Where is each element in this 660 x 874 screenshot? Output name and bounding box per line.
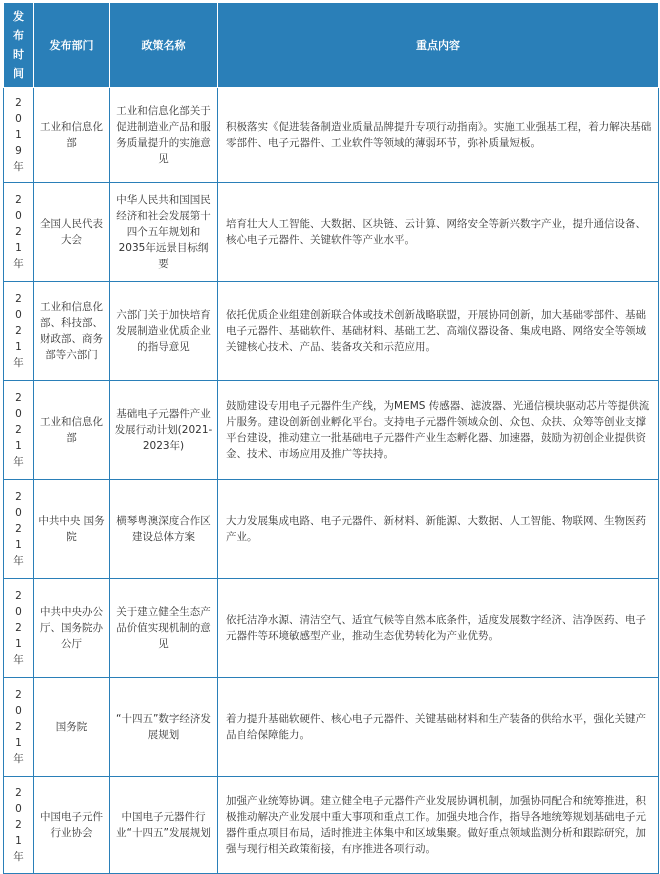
cell-year: 2 0 2 1 年 (4, 183, 34, 282)
cell-dept: 工业和信息化部 (34, 88, 110, 183)
cell-year: 2 0 2 1 年 (4, 777, 34, 874)
table-row (4, 579, 659, 678)
table-row (4, 282, 659, 381)
table-header-row (4, 3, 659, 88)
header-time: 发 布 时 间 (4, 3, 34, 88)
cell-content: 着力提升基础软硬件、核心电子元器件、关键基础材料和生产装备的供给水平，强化关键产品自给保障能力。 (218, 678, 659, 777)
table-row (4, 381, 659, 480)
cell-dept: 中国电子元件行业协会 (34, 777, 110, 874)
header-content: 重点内容 (218, 3, 659, 88)
cell-content: 培育壮大人工智能、大数据、区块链、云计算、网络安全等新兴数字产业，提升通信设备、核心电子元器件、关键软件等产业水平。 (218, 183, 659, 282)
cell-policy-name: “十四五”数字经济发展规划 (110, 678, 218, 777)
table-row (4, 678, 659, 777)
cell-content: 积极落实《促进装备制造业质量品牌提升专项行动指南》。实施工业强基工程，着力解决基础零部件、电子元器件、工业软件等领域的薄弱环节，弥补质量短板。 (218, 88, 659, 183)
cell-content: 加强产业统筹协调。建立健全电子元器件产业发展协调机制，加强协同配合和统筹推进，积极推动解决产业发展中重大事项和重点工作。加强央地合作，指导各地统筹规划基础电子元器件重点项目布局，适时推进主体集中和区域集聚。做好重点领域监测分析和跟踪研究，加强与现行相关政策衔接，有序推进各项行动。 (218, 777, 659, 874)
cell-year: 2 0 2 1 年 (4, 579, 34, 678)
table-row (4, 777, 659, 874)
cell-dept: 全国人民代表大会 (34, 183, 110, 282)
cell-dept: 中共中央办公厅、国务院办公厅 (34, 579, 110, 678)
cell-year: 2 0 2 1 年 (4, 480, 34, 579)
cell-content: 大力发展集成电路、电子元器件、新材料、新能源、大数据、人工智能、物联网、生物医药产业。 (218, 480, 659, 579)
cell-policy-name: 关于建立健全生态产品价值实现机制的意见 (110, 579, 218, 678)
cell-year: 2 0 2 1 年 (4, 282, 34, 381)
cell-policy-name: 中国电子元器件行业“十四五”发展规划 (110, 777, 218, 874)
cell-year: 2 0 2 1 年 (4, 678, 34, 777)
table-row (4, 88, 659, 183)
policy-table (3, 2, 659, 874)
cell-content: 依托洁净水源、清洁空气、适宜气候等自然本底条件，适度发展数字经济、洁净医药、电子元器件等环境敏感型产业，推动生态优势转化为产业优势。 (218, 579, 659, 678)
cell-dept: 工业和信息化部、科技部、财政部、商务部等六部门 (34, 282, 110, 381)
cell-policy-name: 横琴粤澳深度合作区建设总体方案 (110, 480, 218, 579)
table-row (4, 183, 659, 282)
table-row (4, 480, 659, 579)
header-dept: 发布部门 (34, 3, 110, 88)
cell-policy-name: 基础电子元器件产业发展行动计划(2021-2023年) (110, 381, 218, 480)
cell-year: 2 0 1 9 年 (4, 88, 34, 183)
cell-policy-name: 中华人民共和国国民经济和社会发展第十四个五年规划和2035年远景目标纲要 (110, 183, 218, 282)
header-name: 政策名称 (110, 3, 218, 88)
cell-year: 2 0 2 1 年 (4, 381, 34, 480)
cell-content: 鼓励建设专用电子元器件生产线，为MEMS 传感器、滤波器、光通信模块驱动芯片等提供流片服务。建设创新创业孵化平台。支持电子元器件领域众创、众包、众扶、众筹等创业支撑平台建设，推动建立一批基础电子元器件产业生态孵化器、加速器，鼓励为初创企业提供资金、技术、市场应用及推广等扶持。 (218, 381, 659, 480)
cell-dept: 中共中央 国务院 (34, 480, 110, 579)
cell-policy-name: 六部门关于加快培育发展制造业优质企业的指导意见 (110, 282, 218, 381)
cell-policy-name: 工业和信息化部关于促进制造业产品和服务质量提升的实施意见 (110, 88, 218, 183)
cell-content: 依托优质企业组建创新联合体或技术创新战略联盟，开展协同创新，加大基础零部件、基础电子元器件、基础软件、基础材料、基础工艺、高端仪器设备、集成电路、网络安全等领域关键核心技术、产品、装备攻关和示范应用。 (218, 282, 659, 381)
cell-dept: 国务院 (34, 678, 110, 777)
cell-dept: 工业和信息化部 (34, 381, 110, 480)
